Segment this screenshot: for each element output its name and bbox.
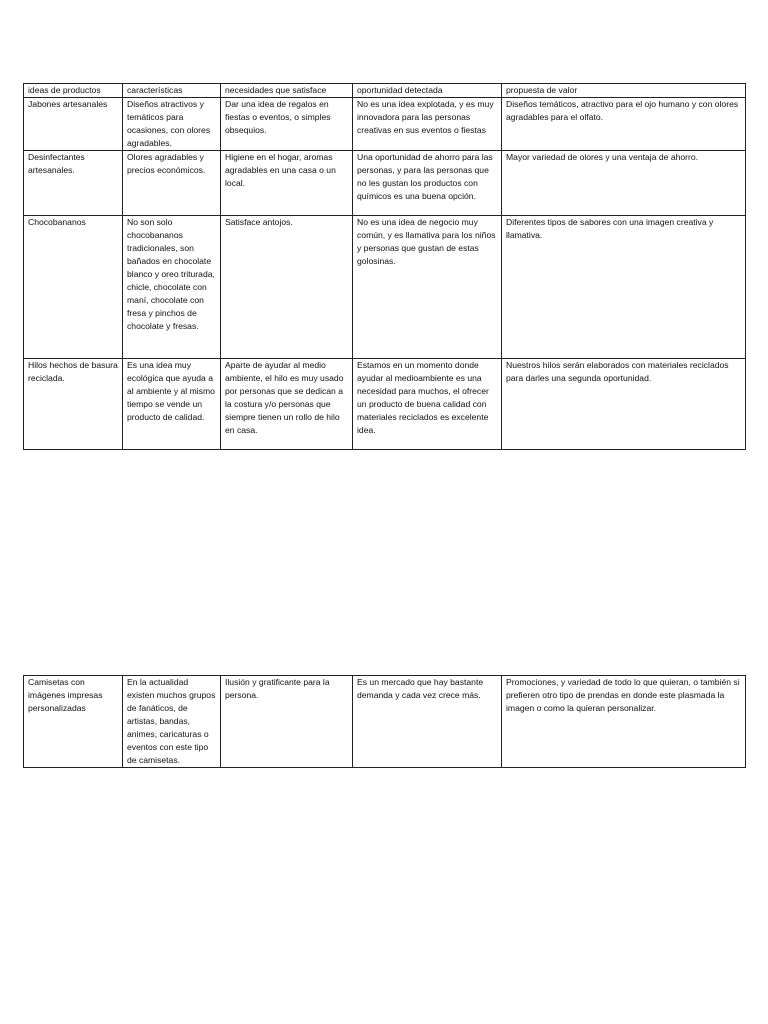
- header-caracteristicas: características: [123, 84, 221, 98]
- table-cell: Olores agradables y precios económicos.: [123, 151, 221, 216]
- table-row: [24, 359, 746, 450]
- table-row: [24, 98, 746, 151]
- table-cell: Desinfectantes artesanales.: [24, 151, 123, 216]
- table-cell: Aparte de ayudar al medio ambiente, el hilo es muy usado por personas que se dedican a la costura y/o personas que siempre tienen un rollo de hilo en casa.: [221, 359, 353, 450]
- table-header-row: [24, 84, 746, 98]
- table-cell: Mayor variedad de olores y una ventaja de ahorro.: [502, 151, 746, 216]
- table-row: [24, 216, 746, 359]
- table-cell: Dar una idea de regalos en fiestas o eventos, o simples obsequios.: [221, 98, 353, 151]
- table-cell: Diferentes tipos de sabores con una imagen creativa y llamativa.: [502, 216, 746, 359]
- table-cell: Jabones artesanales: [24, 98, 123, 151]
- table-cell: No es una idea de negocio muy común, y es llamativa para los niños y personas que gustan de estas golosinas.: [353, 216, 502, 359]
- table-cell: Es una idea muy ecológica que ayuda a al ambiente y al mismo tiempo se vende un producto de calidad.: [123, 359, 221, 450]
- table-row: [24, 676, 746, 768]
- table-cell: Satisface antojos.: [221, 216, 353, 359]
- table-cell: Nuestros hilos serán elaborados con materiales reciclados para darles una segunda oportunidad.: [502, 359, 746, 450]
- table-row: [24, 151, 746, 216]
- table-cell: Diseños temáticos, atractivo para el ojo humano y con olores agradables para el olfato.: [502, 98, 746, 151]
- header-oportunidad: oportunidad detectada: [353, 84, 502, 98]
- table-cell: Es un mercado que hay bastante demanda y cada vez crece más.: [353, 676, 502, 768]
- table-cell: Una oportunidad de ahorro para las personas, y para las personas que no les gustan los productos con químicos es una buena opción.: [353, 151, 502, 216]
- product-ideas-table: [23, 83, 746, 450]
- table-cell: No son solo chocobananos tradicionales, son bañados en chocolate blanco y oreo triturada, chicle, chocolate con maní, chocolate con fresa y pinchos de chocolate y fresas.: [123, 216, 221, 359]
- table-cell: Chocobananos: [24, 216, 123, 359]
- table-cell: Promociones, y variedad de todo lo que quieran, o también si prefieren otro tipo de prendas en donde este plasmada la imagen o como la quieran personalizar.: [502, 676, 746, 768]
- table-cell: No es una idea explotada, y es muy innovadora para las personas creativas en sus eventos o fiestas: [353, 98, 502, 151]
- header-necesidades: necesidades que satisface: [221, 84, 353, 98]
- table-cell: Diseños atractivos y temáticos para ocasiones, con olores agradables.: [123, 98, 221, 151]
- table-cell: Estamos en un momento donde ayudar al medioambiente es una necesidad para muchos, el ofrecer un producto de buena calidad con materiales reciclados es excelente idea.: [353, 359, 502, 450]
- table-cell: Camisetas con imágenes impresas personalizadas: [24, 676, 123, 768]
- table-cell: En la actualidad existen muchos grupos de fanáticos, de artistas, bandas, animes, caricaturas o eventos con este tipo de camisetas.: [123, 676, 221, 768]
- header-propuesta: propuesta de valor: [502, 84, 746, 98]
- product-ideas-table-continued: [23, 675, 746, 768]
- table-cell: Ilusión y gratificante para la persona.: [221, 676, 353, 768]
- table-cell: Hilos hechos de basura reciclada.: [24, 359, 123, 450]
- header-ideas: ideas de productos: [24, 84, 123, 98]
- table-cell: Higiene en el hogar, aromas agradables en una casa o un local.: [221, 151, 353, 216]
